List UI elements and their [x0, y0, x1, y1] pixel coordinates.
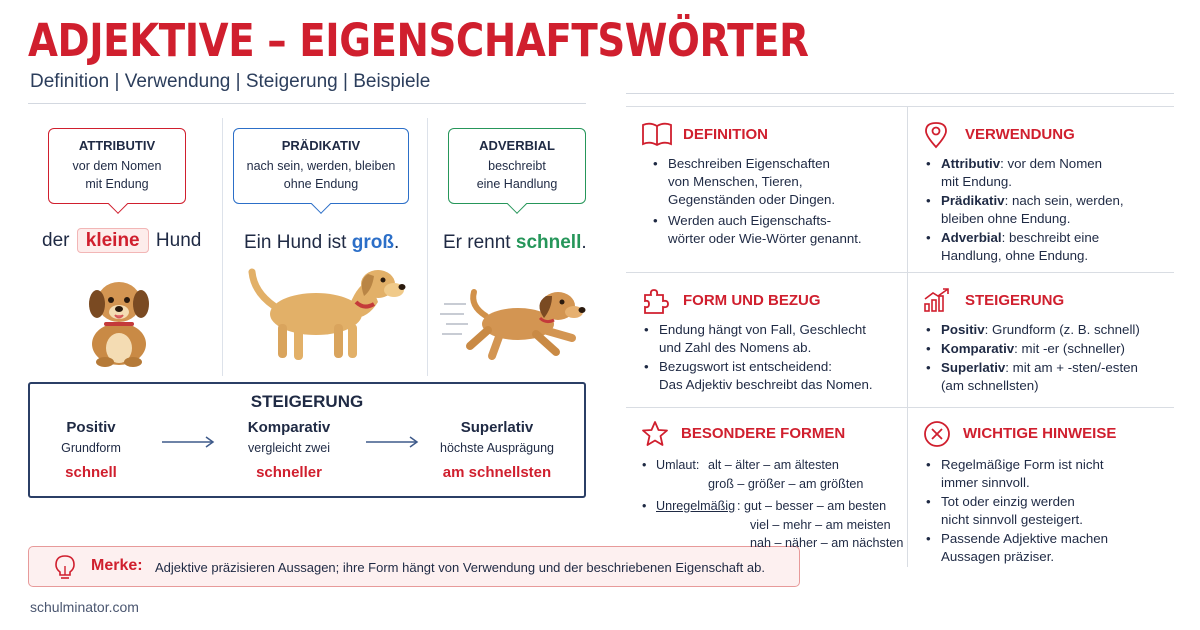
close-circle-icon [923, 420, 951, 448]
example-sentence-attributiv: der kleine Hund [42, 230, 202, 251]
column-divider [222, 118, 223, 376]
page-subtitle: Definition | Verwendung | Steigerung | Beispiele [30, 71, 431, 92]
list-item: • Adverbial: beschreibt eine Handlung, ohne Endung. [926, 229, 1124, 265]
list-item: • Superlativ: mit am + -sten/-esten (am schnellsten) [926, 359, 1140, 395]
star-icon [641, 420, 669, 448]
book-icon [641, 121, 673, 147]
example-sentence-adverbial: Er rennt schnell. [443, 232, 587, 253]
callout-praedikativ [233, 128, 409, 204]
callout-adverbial [448, 128, 586, 204]
list-item: • Regelmäßige Form ist nicht immer sinnvoll. [926, 456, 1108, 492]
callout-desc: nach sein, werden, bleiben ohne Endung [246, 159, 396, 191]
chart-growth-icon [923, 287, 951, 313]
list-item: • Komparativ: mit -er (schneller) [926, 340, 1140, 358]
list-item: • Passende Adjektive machen Aussagen präziser. [926, 530, 1108, 566]
location-pin-icon [923, 121, 949, 149]
lightbulb-icon [52, 553, 78, 581]
footer-site: schulminator.com [30, 599, 139, 615]
standing-dog-icon [246, 262, 406, 366]
callout-desc: beschreibt eine Handlung [476, 159, 558, 191]
panel-steigerung: STEIGERUNG • Positiv: Grundform (z. B. schnell) • Komparativ: mit -er (schneller) • Superlativ: mit am + -sten/-esten (am schnellsten) [908, 273, 1174, 407]
page-title: ADJEKTIVE – EIGENSCHAFTSWÖRTER [28, 14, 809, 67]
header-divider-left [28, 103, 586, 104]
info-grid [626, 106, 1174, 566]
list-item: • Prädikativ: nach sein, werden, bleiben ohne Endung. [926, 192, 1124, 228]
column-divider [427, 118, 428, 376]
panel-definition: DEFINITION • Beschreiben Eigenschaften von Menschen, Tieren, Gegenständen oder Dingen. • Werden auch Eigenschafts- wörter oder Wie-Wörter genannt. [626, 107, 907, 272]
running-dog-icon [440, 282, 590, 362]
highlight-adjective: groß [351, 232, 394, 253]
list-item: • Bezugswort ist entscheidend: Das Adjektiv beschreibt das Nomen. [644, 358, 873, 394]
steigerung-box [28, 382, 586, 498]
sitting-puppy-icon [74, 268, 164, 368]
list-item: • Werden auch Eigenschafts- wörter oder Wie-Wörter genannt. [653, 212, 862, 248]
list-item: • Beschreiben Eigenschaften von Menschen, Tieren, Gegenständen oder Dingen. [653, 155, 862, 209]
header-divider-right [626, 93, 1174, 94]
level-komparativ: Komparativ vergleicht zwei schneller [247, 419, 331, 481]
merke-label: Merke: [91, 557, 143, 574]
highlight-adjective: kleine [77, 228, 149, 253]
merke-text: Adjektive präzisieren Aussagen; ihre Form hängt von Verwendung und der beschriebenen Eigenschaft ab. [155, 560, 765, 575]
steigerung-box-title: STEIGERUNG [250, 392, 364, 411]
panel-besondere-formen: BESONDERE FORMEN • Umlaut: alt – älter – am ältesten groß – größer – am größten • Unregelmäßig : gut – besser – am besten viel – mehr – am meisten nah – näher – am nächsten [626, 408, 907, 567]
list-item: • Tot oder einzig werden nicht sinnvoll gesteigert. [926, 493, 1108, 529]
callout-title: PRÄDIKATIV [281, 138, 361, 153]
panel-verwendung: VERWENDUNG • Attributiv: vor dem Nomen mit Endung. • Prädikativ: nach sein, werden, bleiben ohne Endung. • Adverbial: beschreibt eine Handlung, ohne Endung. [908, 107, 1174, 272]
callout-title: ADVERBIAL [479, 138, 555, 153]
list-item: • Endung hängt von Fall, Geschlecht und Zahl des Nomens ab. [644, 321, 873, 357]
callout-title: ATTRIBUTIV [78, 138, 156, 153]
panel-form-und-bezug: FORM UND BEZUG • Endung hängt von Fall, Geschlecht und Zahl des Nomens ab. • Bezugswort ist entscheidend: Das Adjektiv beschreibt das Nomen. [626, 273, 907, 407]
level-superlativ: Superlativ höchste Ausprägung am schnellsten [440, 419, 554, 481]
callout-attributiv [48, 128, 186, 204]
example-sentence-praedikativ: Ein Hund ist groß. [244, 232, 400, 253]
list-item: • Attributiv: vor dem Nomen mit Endung. [926, 155, 1124, 191]
puzzle-icon [641, 287, 669, 315]
highlight-adjective: schnell [515, 232, 582, 253]
level-positiv: Positiv Grundform schnell [61, 419, 121, 481]
panel-wichtige-hinweise: WICHTIGE HINWEISE • Regelmäßige Form ist nicht immer sinnvoll. • Tot oder einzig werden nicht sinnvoll gesteigert. • Passende Adjektive machen Aussagen präziser. [908, 408, 1174, 567]
callout-desc: vor dem Nomen mit Endung [72, 159, 162, 191]
list-item: • Positiv: Grundform (z. B. schnell) [926, 321, 1140, 339]
